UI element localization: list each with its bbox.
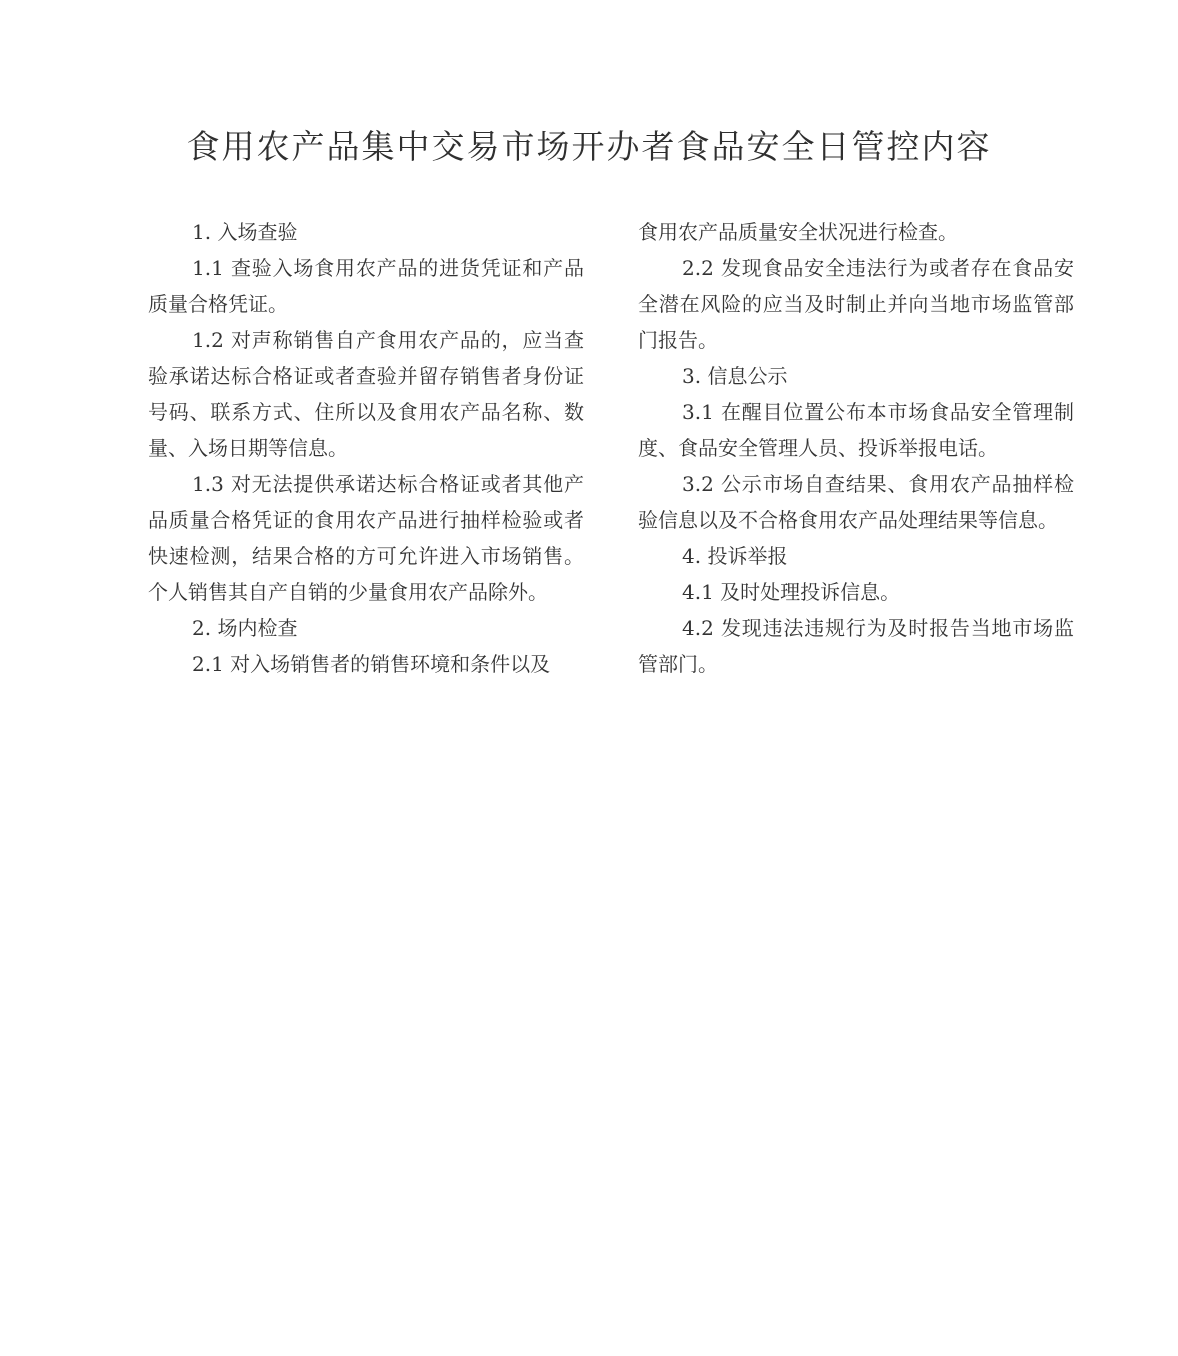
section-3-heading: 3. 信息公示 [682,364,788,388]
paragraph-1-1: 1.1 查验入场食用农产品的进货凭证和产品质量合格凭证。 [148,256,584,316]
section-1-heading: 1. 入场查验 [192,220,298,244]
right-column [638,214,1074,682]
section-4-heading: 4. 投诉举报 [682,544,788,568]
paragraph-3-1: 3.1 在醒目位置公布本市场食品安全管理制度、食品安全管理人员、投诉举报电话。 [638,400,1074,460]
paragraph-1-3: 1.3 对无法提供承诺达标合格证或者其他产品质量合格凭证的食用农产品进行抽样检验或者快速检测，结果合格的方可允许进入市场销售。个人销售其自产自销的少量食用农产品除外。 [148,472,584,604]
paragraph-4-2: 4.2 发现违法违规行为及时报告当地市场监管部门。 [638,616,1074,676]
paragraph-1-2: 1.2 对声称销售自产食用农产品的，应当查验承诺达标合格证或者查验并留存销售者身份证号码、联系方式、住所以及食用农产品名称、数量、入场日期等信息。 [148,328,584,460]
paragraph-2-2: 2.2 发现食品安全违法行为或者存在食品安全潜在风险的应当及时制止并向当地市场监管部门报告。 [638,256,1074,352]
page-title: 食用农产品集中交易市场开办者食品安全日管控内容 [186,127,992,166]
left-column [148,214,584,682]
paragraph-3-2: 3.2 公示市场自查结果、食用农产品抽样检验信息以及不合格食用农产品处理结果等信息。 [638,472,1074,532]
section-2-heading: 2. 场内检查 [192,616,298,640]
paragraph-4-1: 4.1 及时处理投诉信息。 [682,580,901,604]
paragraph-2-1-continued: 食用农产品质量安全状况进行检查。 [638,220,958,244]
paragraph-2-1-start: 2.1 对入场销售者的销售环境和条件以及 [192,652,551,676]
